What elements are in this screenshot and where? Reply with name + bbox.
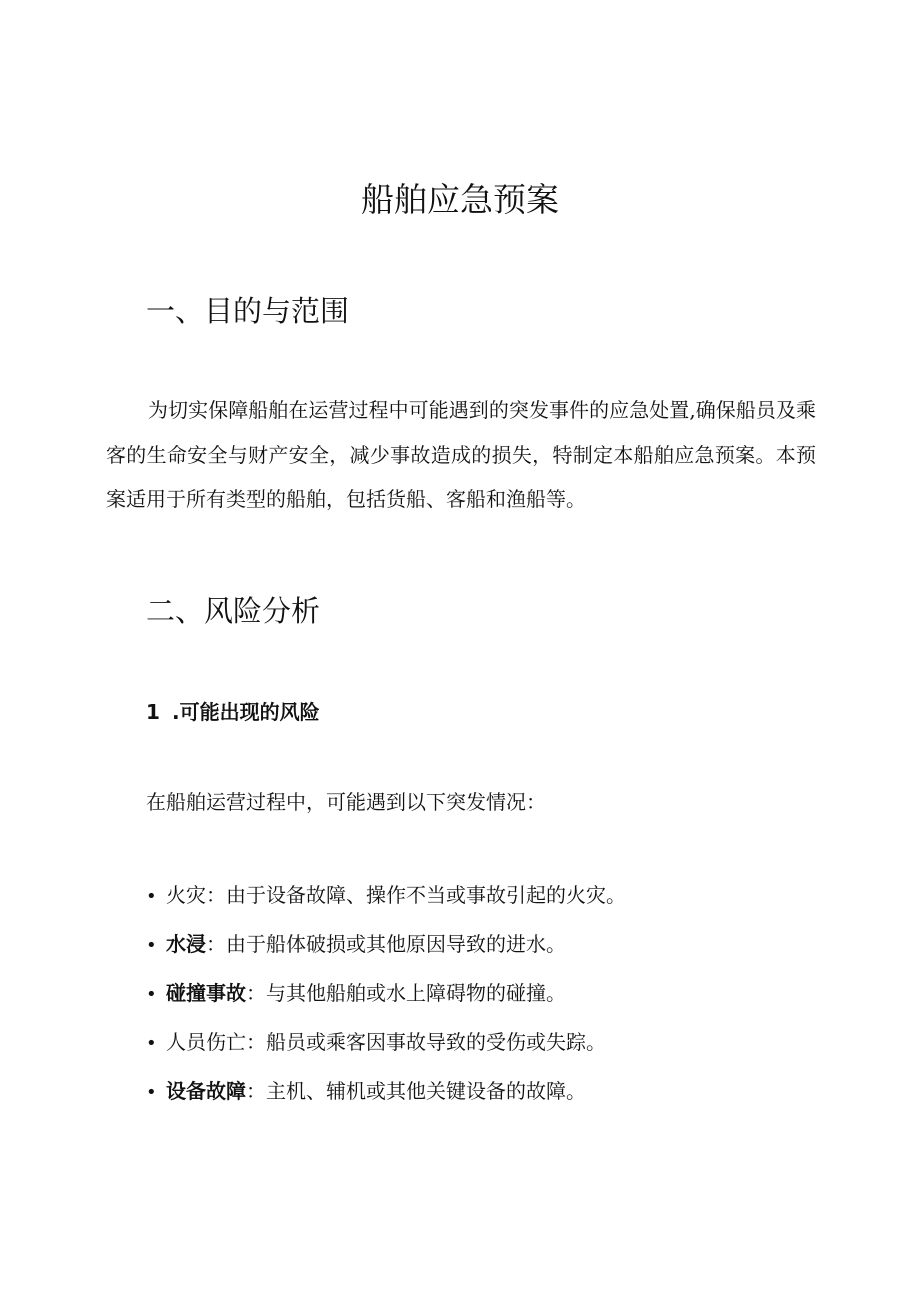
risk-term: 人员伤亡	[166, 1030, 246, 1054]
risk-term: 水浸	[166, 932, 206, 956]
risk-intro-text: 在船舶运营过程中，可能遇到以下突发情况：	[146, 790, 546, 814]
list-item	[146, 878, 626, 927]
subsection-heading-possible-risks	[146, 696, 320, 728]
subsection-number: 1	[146, 700, 160, 724]
risk-separator: ：	[246, 1079, 266, 1103]
section-heading-risk-analysis: 二、风险分析	[146, 594, 321, 628]
risk-description: 由于设备故障、操作不当或事故引起的火灾。	[226, 883, 626, 907]
risk-separator: ：	[206, 932, 226, 956]
risk-description: 主机、辅机或其他关键设备的故障。	[266, 1079, 586, 1103]
document-title: 船舶应急预案	[361, 180, 559, 219]
risk-description: 由于船体破损或其他原因导致的进水。	[226, 932, 566, 956]
risk-list	[146, 878, 626, 1123]
risk-description: 与其他船舶或水上障碍物的碰撞。	[266, 981, 566, 1005]
subsection-title: .可能出现的风险	[172, 700, 320, 724]
list-item	[146, 927, 626, 976]
risk-separator: ：	[246, 981, 266, 1005]
purpose-scope-paragraph: 为切实保障船舶在运营过程中可能遇到的突发事件的应急处置,确保船员及乘客的生命安全与财产安全，减少事故造成的损失，特制定本船舶应急预案。本预案适用于所有类型的船舶，包括货船、客船和渔船等。	[106, 398, 816, 511]
risk-description: 船员或乘客因事故导致的受伤或失踪。	[266, 1030, 606, 1054]
bullet-icon: •	[146, 886, 157, 907]
risk-term: 设备故障	[166, 1079, 246, 1103]
bullet-icon: •	[146, 935, 157, 956]
section-heading-purpose-scope: 一、目的与范围	[146, 294, 350, 328]
bullet-icon: •	[146, 984, 157, 1005]
bullet-icon: •	[146, 1082, 157, 1103]
risk-separator: ：	[246, 1030, 266, 1054]
list-item	[146, 1025, 626, 1074]
risk-separator: ：	[206, 883, 226, 907]
list-item	[146, 1074, 626, 1123]
list-item	[146, 976, 626, 1025]
risk-term: 火灾	[166, 883, 206, 907]
risk-term: 碰撞事故	[166, 981, 246, 1005]
bullet-icon: •	[146, 1033, 157, 1054]
